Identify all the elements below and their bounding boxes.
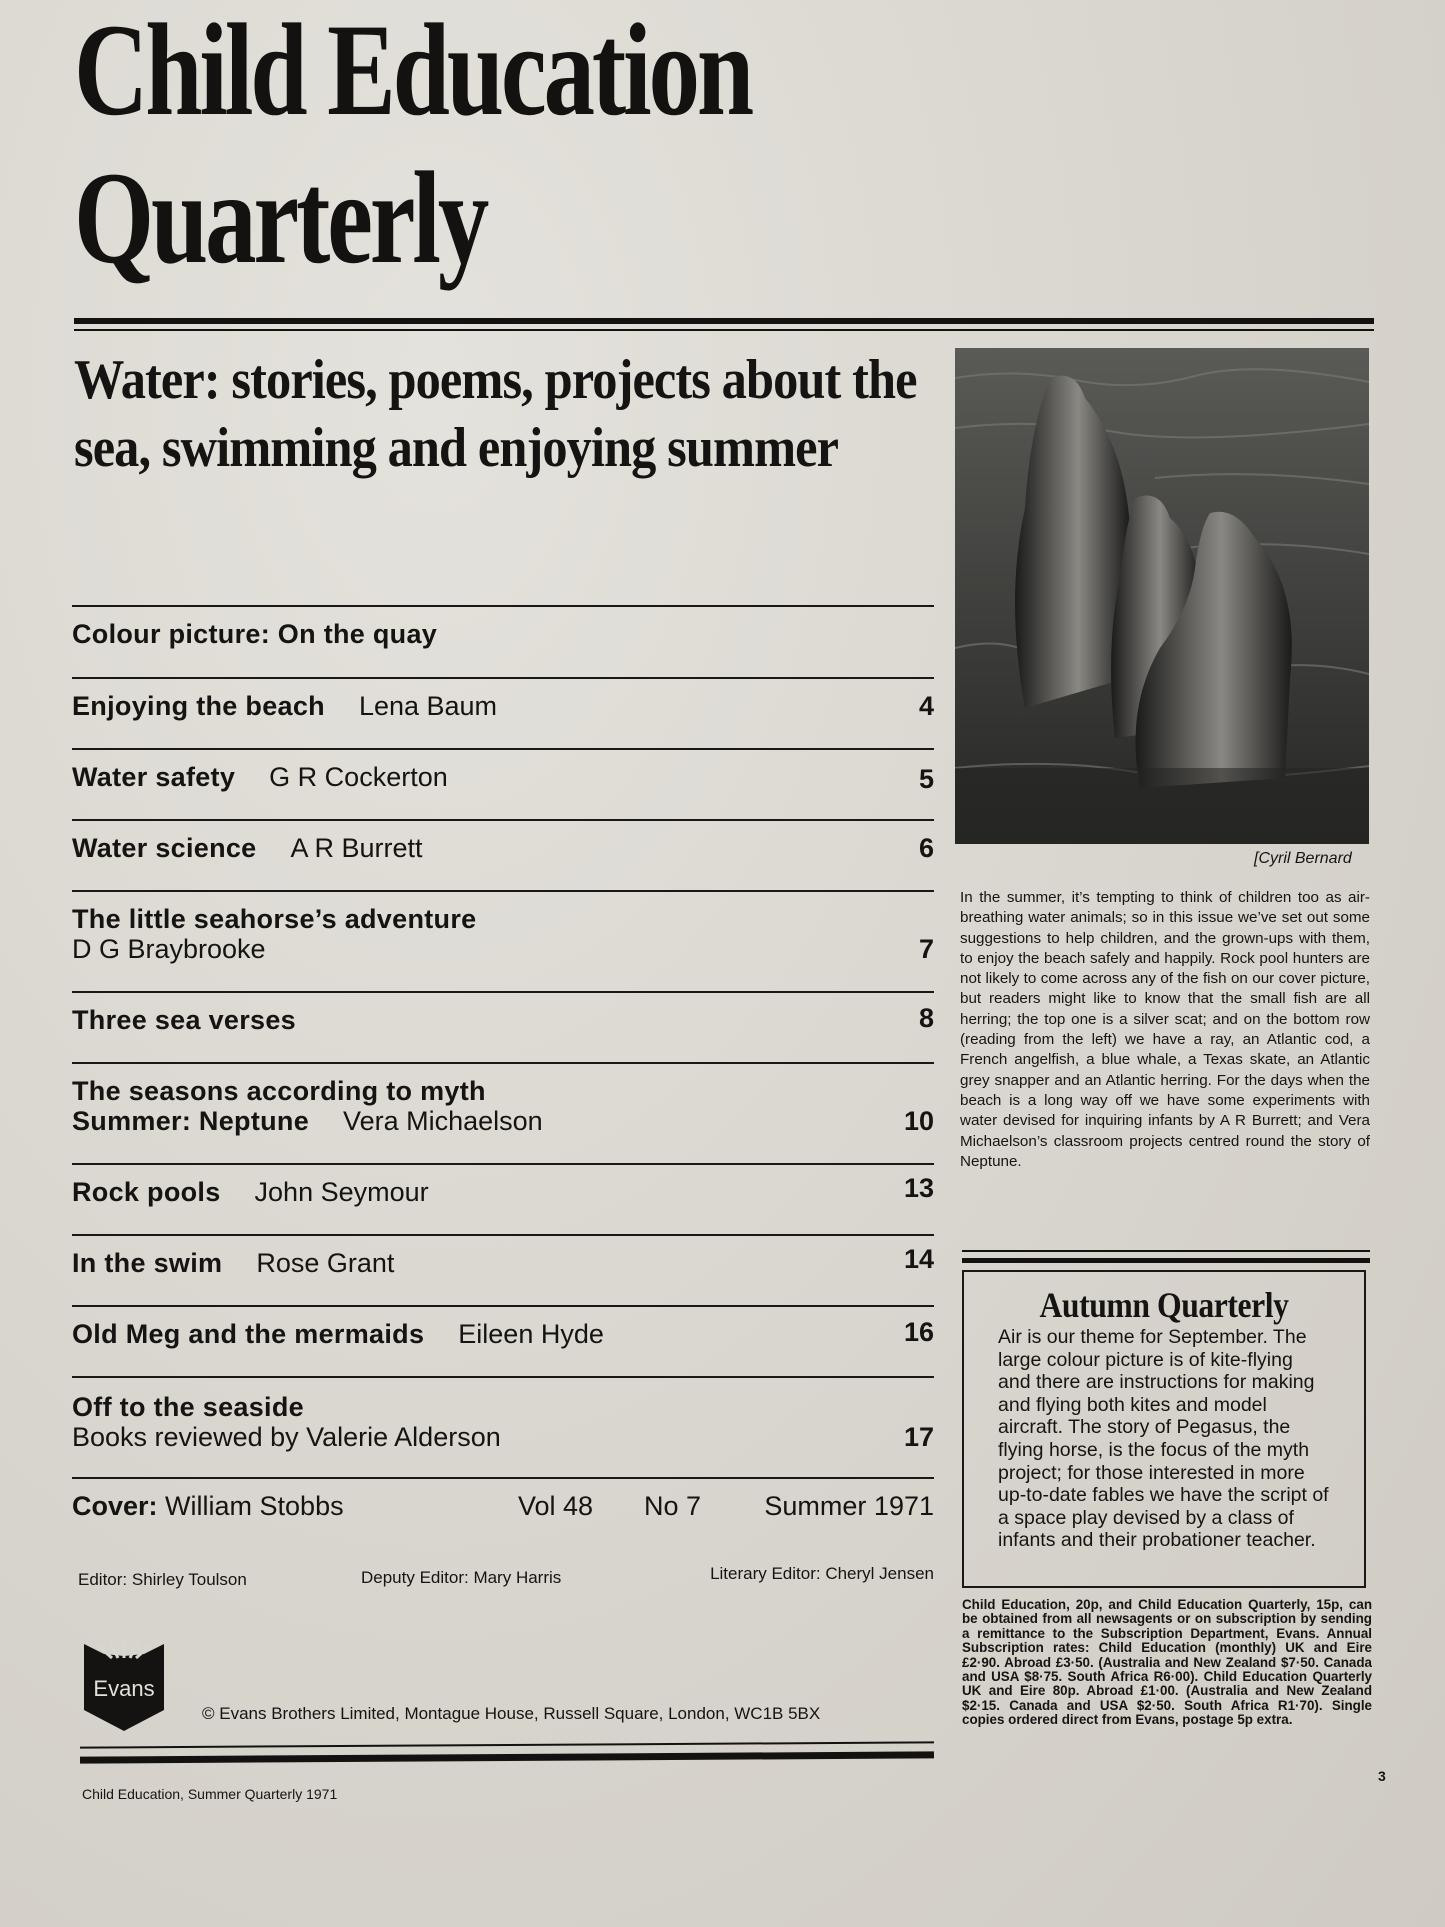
- autumn-heading: Autumn Quarterly: [1039, 1285, 1289, 1325]
- evans-logo: [82, 1640, 166, 1732]
- toc-title: Three sea verses: [72, 1005, 296, 1035]
- sea-lions-photo: [955, 348, 1369, 844]
- toc-entry[interactable]: [72, 1062, 934, 1163]
- toc-title: Enjoying the beach: [72, 691, 325, 721]
- literary-editor: Literary Editor: Cheryl Jensen: [710, 1564, 934, 1583]
- toc-author: Vera Michaelson: [343, 1106, 543, 1136]
- masthead-line-2: Quarterly: [74, 144, 487, 291]
- copyright-notice: © Evans Brothers Limited, Montague House, Russell Square, London, WC1B 5BX: [202, 1704, 821, 1723]
- issue-theme-headline: Water: stories, poems, projects about the sea, swimming and enjoying summer: [74, 349, 917, 479]
- toc-title: The little seahorse’s adventure: [72, 904, 477, 934]
- toc-entry[interactable]: [72, 1163, 934, 1234]
- toc-entry[interactable]: [72, 1305, 934, 1376]
- toc-author: Eileen Hyde: [458, 1319, 604, 1349]
- sea-lions-image: [955, 348, 1369, 844]
- toc-subtitle: Summer: Neptune: [72, 1106, 310, 1136]
- toc-entry[interactable]: [72, 605, 934, 677]
- toc-author: D G Braybrooke: [72, 934, 266, 964]
- toc-author: John Seymour: [254, 1177, 429, 1207]
- photo-credit: [Cyril Bernard: [1254, 850, 1352, 867]
- toc-entry[interactable]: [72, 677, 934, 748]
- footer-publication: Child Education, Summer Quarterly 1971: [82, 1786, 338, 1802]
- evans-book-icon: [82, 1640, 166, 1732]
- toc-author: Books reviewed by Valerie Alderson: [72, 1422, 501, 1452]
- autumn-quarterly-box: [962, 1270, 1366, 1588]
- toc-page: 13: [903, 1173, 934, 1203]
- page-number: 3: [1378, 1768, 1386, 1784]
- toc-title: Water safety: [72, 762, 236, 792]
- toc-page: 8: [918, 1003, 934, 1033]
- editor: Editor: Shirley Toulson: [78, 1570, 247, 1589]
- toc-title: Water science: [72, 833, 257, 863]
- cover-credits-row: [72, 1477, 934, 1553]
- intro-paragraph: In the summer, it’s tempting to think of children too as air-breathing water animals; so in this issue we’ve set out some suggestions to help children, and the grown-ups with them, to enjoy the beach safely and happily. Rock pool hunters are not likely to come across any of the fish on our cover picture, but readers might like to know that the small fish are all herring; the top one is a silver scat; and on the bottom row (reading from the left) we have a ray, an Atlantic cod, a French angelfish, a blue whale, a Texas skate, an Atlantic grey snapper and an Atlantic herring. For the days when the beach is a long way off we have some experiments with water devised for inquiring infants by A R Burrett; and Vera Michaelson’s classroom projects centred round the story of Neptune.: [960, 889, 1370, 1170]
- toc-entry[interactable]: [72, 991, 934, 1062]
- toc-page: 16: [903, 1317, 934, 1347]
- toc-title: In the swim: [72, 1248, 223, 1278]
- issue-number: No 7: [644, 1491, 702, 1521]
- deputy-editor: Deputy Editor: Mary Harris: [361, 1568, 562, 1587]
- autumn-body: Air is our theme for September. The large colour picture is of kite-flying and there are instructions for making and flying both kites and model aircraft. The story of Pegasus, the flying horse, is the focus of the myth project; for those interested in more up-to-date fables we have the script of a space play devised by a class of infants and their probationer teacher.: [998, 1326, 1329, 1552]
- table-of-contents: [72, 605, 934, 1553]
- toc-title: Old Meg and the mermaids: [72, 1319, 425, 1349]
- toc-entry[interactable]: [72, 1234, 934, 1305]
- toc-page: 5: [918, 764, 934, 794]
- toc-page: 10: [903, 1106, 934, 1136]
- volume-number: Vol 48: [518, 1491, 594, 1521]
- masthead-title: [74, 0, 751, 296]
- subscription-info: Child Education, 20p, and Child Education Quarterly, 15p, can be obtained from all newsagents or on subscription by sending a remittance to the Subscription Department, Evans. Annual Subscription rates: Child Education (monthly) UK and Eire £2·90. Abroad £3·50. (Australia and New Zealand $7·50. Canada and USA $8·75. South Africa R6·00). Child Education Quarterly UK and Eire 80p. Abroad £1·00. (Australia and New Zealand $2·15. Canada and USA $2·50. South Africa R1·70). Single copies ordered direct from Evans, postage 5p extra.: [962, 1597, 1372, 1728]
- toc-page: 7: [918, 934, 934, 964]
- sidebar-rule-thin: [962, 1250, 1370, 1252]
- toc-title: Colour picture: On the quay: [72, 619, 438, 649]
- toc-title: The seasons according to myth: [72, 1076, 486, 1106]
- toc-title: Rock pools: [72, 1177, 221, 1207]
- toc-author: A R Burrett: [290, 833, 423, 863]
- toc-entry[interactable]: [72, 890, 934, 991]
- masthead-line-1: Child Education: [74, 0, 752, 143]
- sidebar-rule-thick: [962, 1258, 1370, 1263]
- header-rule-thick: [74, 318, 1374, 324]
- toc-author: Rose Grant: [256, 1248, 395, 1278]
- toc-author: G R Cockerton: [269, 762, 448, 792]
- toc-author: Lena Baum: [358, 691, 498, 721]
- header-rule-thin: [74, 329, 1374, 331]
- toc-page: 4: [918, 691, 934, 721]
- toc-entry[interactable]: [72, 1376, 934, 1477]
- issue-season: Summer 1971: [764, 1491, 934, 1521]
- cover-artist: William Stobbs: [165, 1491, 344, 1521]
- toc-entry[interactable]: [72, 748, 934, 819]
- toc-title: Off to the seaside: [72, 1392, 304, 1422]
- footer-rule-thick: [80, 1751, 934, 1763]
- toc-entry[interactable]: [72, 819, 934, 890]
- footer-rule-thin: [80, 1741, 934, 1748]
- cover-label: Cover:: [72, 1491, 158, 1521]
- toc-page: 14: [903, 1244, 934, 1274]
- logo-text: Evans: [93, 1676, 155, 1701]
- toc-page: 6: [918, 833, 934, 863]
- toc-page: 17: [903, 1422, 934, 1452]
